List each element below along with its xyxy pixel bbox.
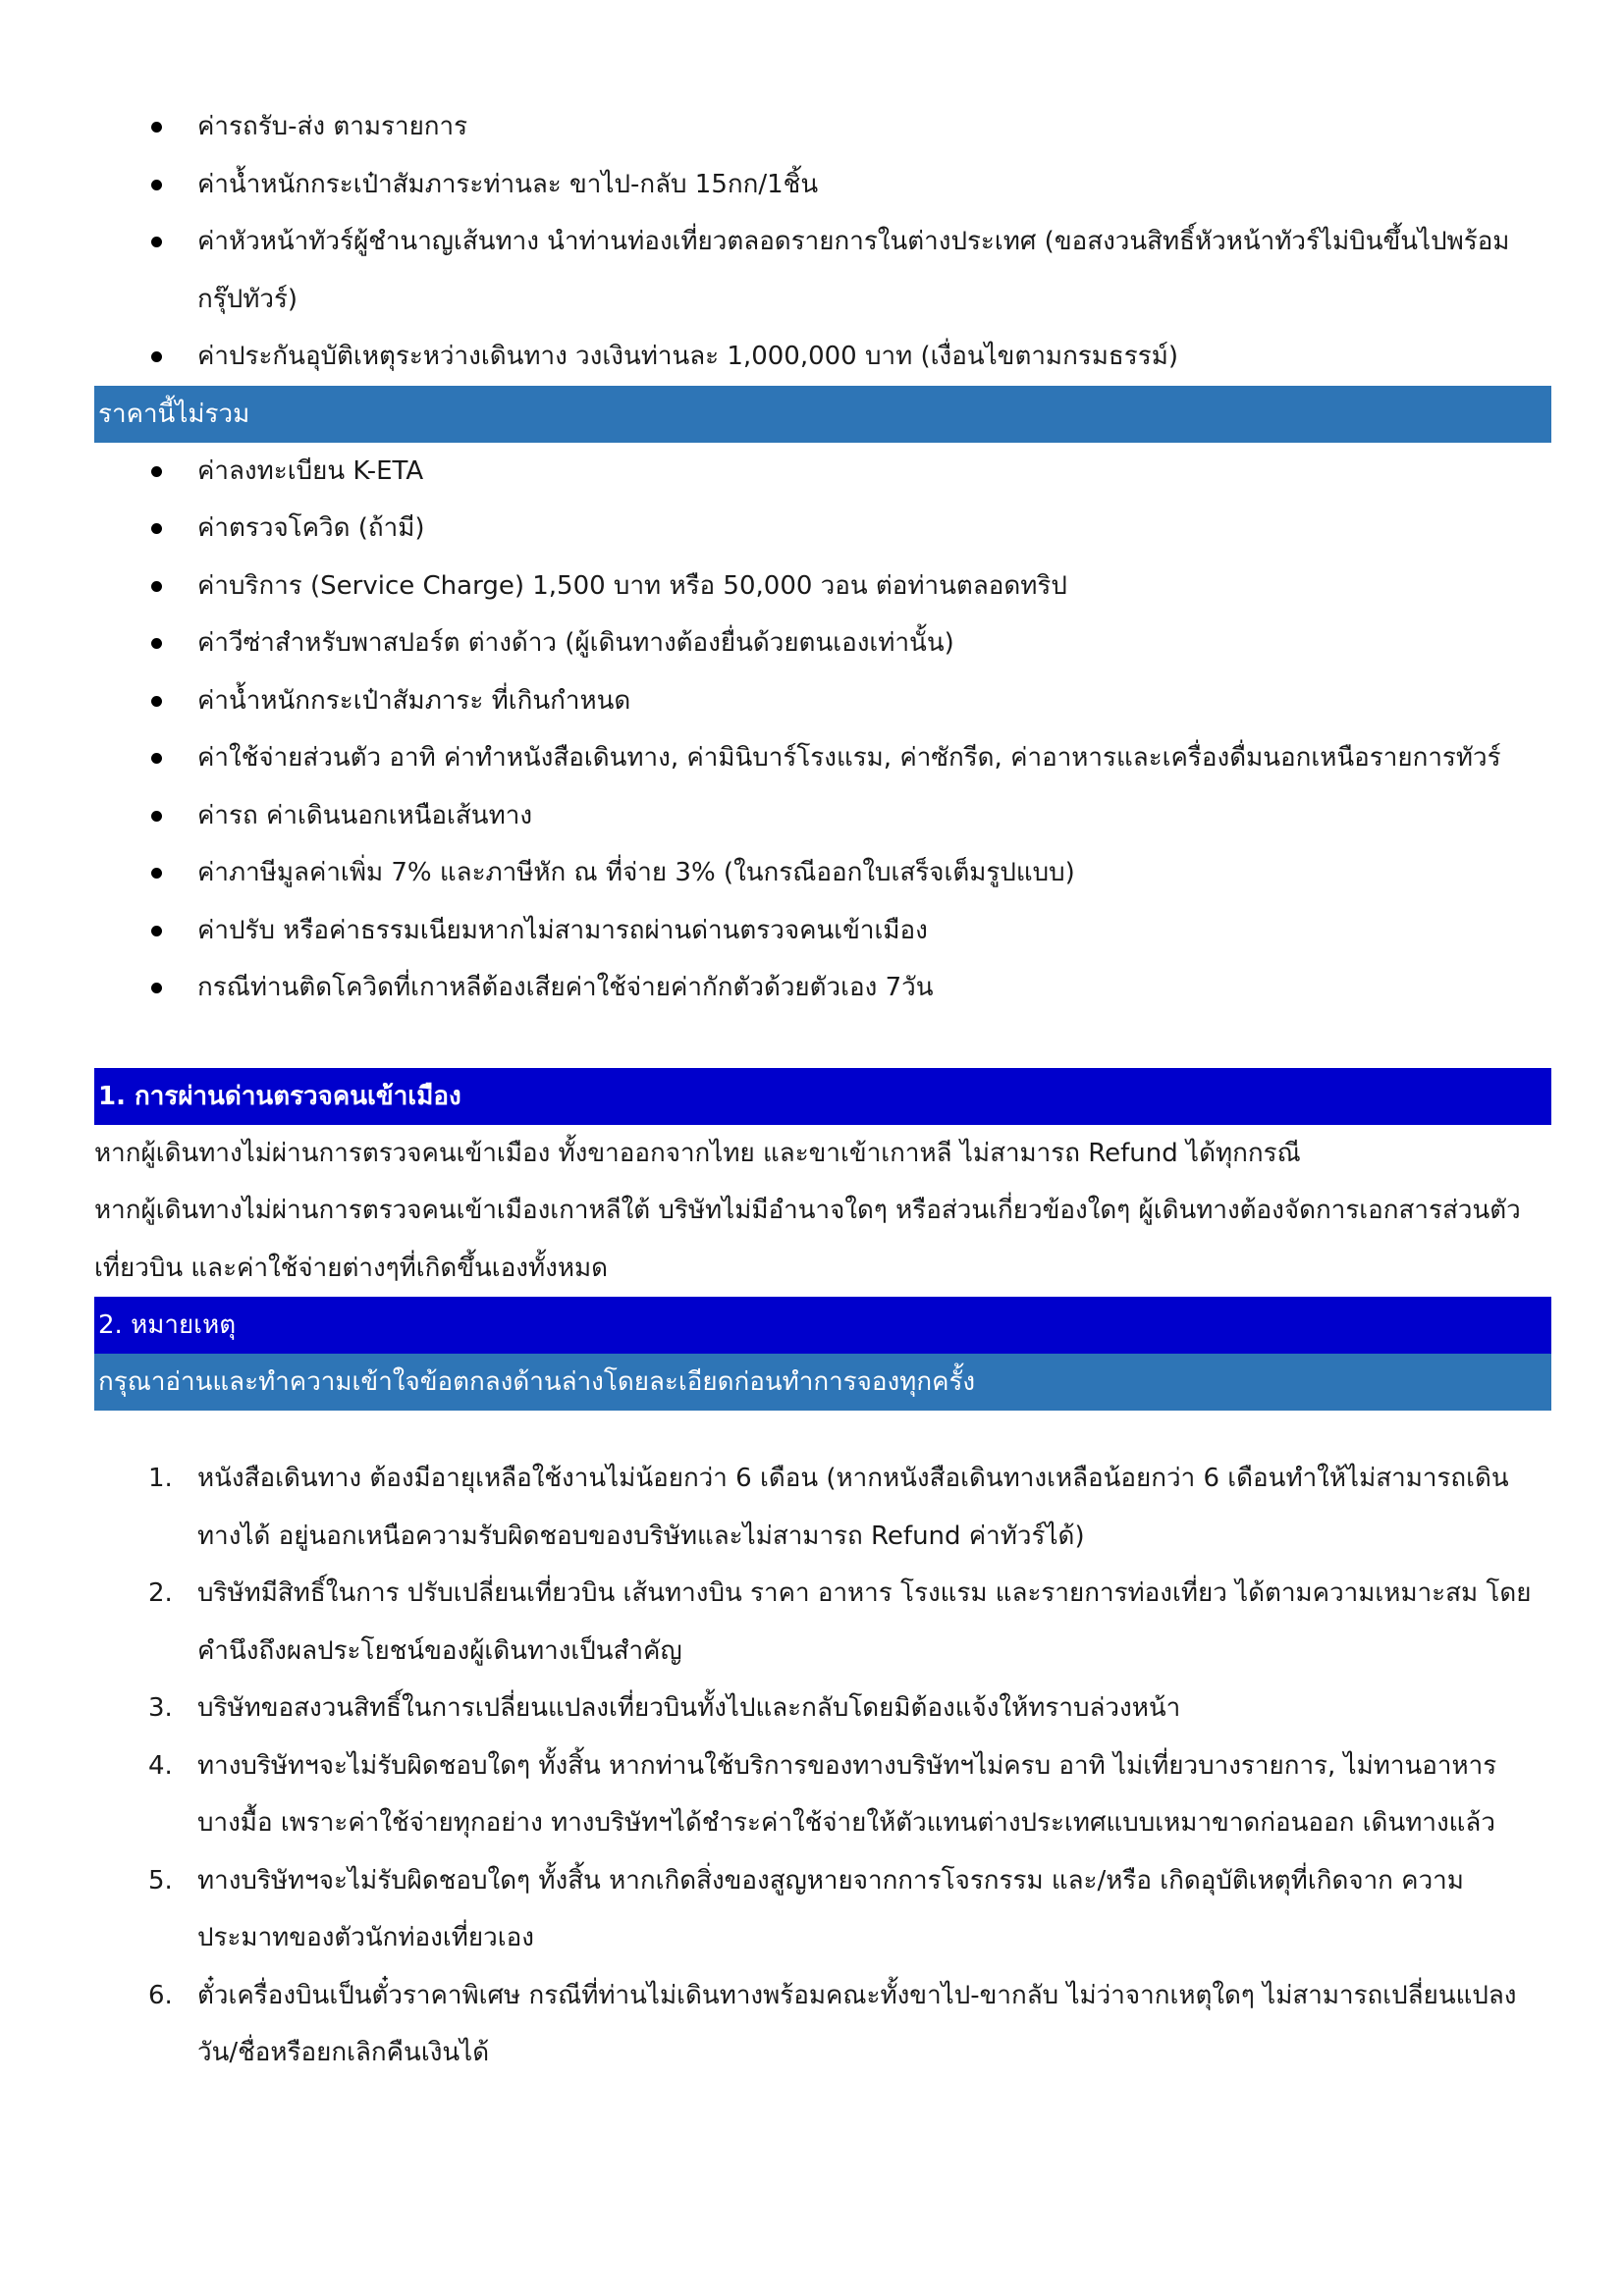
bullet-icon [151, 926, 162, 936]
spacer [94, 1411, 1551, 1450]
document-page [94, 98, 1551, 2082]
list-item-text: ค่าบริการ (Service Charge) 1,500 บาท หรือ 50,000 วอน ต่อท่านตลอดทริป [197, 570, 1067, 601]
bullet-icon [151, 753, 162, 764]
list-item-text: ค่าน้ำหนักกระเป๋าสัมภาระ ที่เกินกำหนด [197, 685, 631, 716]
note-item [94, 1967, 1551, 2082]
list-item-text: ค่าลงทะเบียน K-ETA [197, 455, 424, 486]
bullet-icon [151, 868, 162, 879]
section1-heading: 1. การผ่านด่านตรวจคนเข้าเมือง [94, 1068, 1551, 1125]
section1-paragraph: หากผู้เดินทางไม่ผ่านการตรวจคนเข้าเมือง ทั้งขาออกจากไทย และขาเข้าเกาหลี ไม่สามารถ Refund ได้ทุกกรณี [94, 1138, 1301, 1168]
section1-paragraph: หากผู้เดินทางไม่ผ่านการตรวจคนเข้าเมืองเกาหลีใต้ บริษัทไม่มีอำนาจใดๆ หรือส่วนเกี่ยวข้องใดๆ ผู้เดินทางต้องจัดการเอกสารส่วนตัว เที่ยวบิน และค่าใช้จ่ายต่างๆที่เกิดขึ้นเองทั้งหมด [94, 1196, 1521, 1283]
spacer [94, 1017, 1551, 1068]
list-item [94, 787, 1551, 845]
note-number: 4. [148, 1750, 173, 1781]
bullet-icon [151, 696, 162, 707]
list-item [94, 844, 1551, 902]
list-item-text: ค่ารถ ค่าเดินนอกเหนือเส้นทาง [197, 800, 533, 830]
note-text: ทางบริษัทฯจะไม่รับผิดชอบใดๆ ทั้งสิ้น หากเกิดสิ่งของสูญหายจากการโจรกรรม และ/หรือ เกิดอุบัติเหตุที่เกิดจาก ความประมาทของตัวนักท่องเที่ยวเอง [197, 1865, 1464, 1952]
list-item [94, 959, 1551, 1017]
list-item-text: ค่าวีซ่าสำหรับพาสปอร์ต ต่างด้าว (ผู้เดินทางต้องยื่นด้วยตนเองเท่านั้น) [197, 628, 954, 658]
note-item [94, 1565, 1551, 1680]
note-number: 2. [148, 1578, 173, 1608]
list-item [94, 328, 1551, 386]
note-item [94, 1450, 1551, 1565]
bullet-icon [151, 122, 162, 133]
notes-list [94, 1450, 1551, 2082]
bullet-icon [151, 523, 162, 534]
list-item [94, 614, 1551, 672]
excluded-heading: ราคานี้ไม่รวม [94, 386, 1551, 443]
bullet-icon [151, 811, 162, 822]
list-item-text: ค่าน้ำหนักกระเป๋าสัมภาระท่านละ ขาไป-กลับ 15กก/1ชิ้น [197, 169, 819, 199]
note-item [94, 1852, 1551, 1967]
note-text: ตั๋วเครื่องบินเป็นตั๋วราคาพิเศษ กรณีที่ท่านไม่เดินทางพร้อมคณะทั้งขาไป-ขากลับ ไม่ว่าจากเหตุใดๆ ไม่สามารถเปลี่ยนแปลงวัน/ชื่อหรือยกเลิกคืนเงินได้ [197, 1980, 1517, 2067]
note-number: 3. [148, 1693, 173, 1723]
note-number: 6. [148, 1980, 173, 2010]
list-item [94, 500, 1551, 558]
note-text: บริษัทมีสิทธิ์ในการ ปรับเปลี่ยนเที่ยวบิน เส้นทางบิน ราคา อาหาร โรงแรม และรายการท่องเที่ยว ได้ตามความเหมาะสม โดยคำนึงถึงผลประโยชน์ของผู้เดินทางเป็นสำคัญ [197, 1578, 1532, 1666]
bullet-icon [151, 638, 162, 649]
list-item [94, 558, 1551, 615]
list-item [94, 156, 1551, 214]
bullet-icon [151, 237, 162, 247]
bullet-icon [151, 581, 162, 592]
list-item [94, 672, 1551, 730]
bullet-icon [151, 983, 162, 993]
list-item [94, 98, 1551, 156]
note-number: 1. [148, 1464, 173, 1493]
list-item-text: ค่าประกันอุบัติเหตุระหว่างเดินทาง วงเงินท่านละ 1,000,000 บาท (เงื่อนไขตามกรมธรรม์) [197, 342, 1178, 371]
list-item-text: ค่าปรับ หรือค่าธรรมเนียมหากไม่สามารถผ่านด่านตรวจคนเข้าเมือง [197, 915, 928, 945]
note-number: 5. [148, 1865, 173, 1896]
list-item [94, 902, 1551, 960]
list-item-text: ค่าหัวหน้าทัวร์ผู้ชำนาญเส้นทาง นำท่านท่องเที่ยวตลอดรายการในต่างประเทศ (ขอสงวนสิทธิ์หัวหน้าทัวร์ไม่บินขึ้นไปพร้อมกรุ๊ปทัวร์) [197, 227, 1510, 314]
bullet-icon [151, 466, 162, 477]
included-items-list [94, 98, 1551, 386]
bullet-icon [151, 351, 162, 362]
note-text: หนังสือเดินทาง ต้องมีอายุเหลือใช้งานไม่น้อยกว่า 6 เดือน (หากหนังสือเดินทางเหลือน้อยกว่า 6 เดือนทำให้ไม่สามารถเดินทางได้ อยู่นอกเหนือความรับผิดชอบของบริษัทและไม่สามารถ Refund ค่าทัวร์ได้) [197, 1464, 1509, 1551]
list-item-text: ค่าตรวจโควิด (ถ้ามี) [197, 513, 425, 543]
bullet-icon [151, 180, 162, 190]
list-item [94, 443, 1551, 501]
list-item-text: ค่าภาษีมูลค่าเพิ่ม 7% และภาษีหัก ณ ที่จ่าย 3% (ในกรณีออกใบเสร็จเต็มรูปแบบ) [197, 858, 1075, 887]
list-item-text: ค่ารถรับ-ส่ง ตามรายการ [197, 112, 468, 141]
list-item [94, 729, 1551, 787]
note-item [94, 1680, 1551, 1737]
section2-heading: 2. หมายเหตุ [94, 1297, 1551, 1354]
excluded-items-list [94, 443, 1551, 1017]
note-text: บริษัทขอสงวนสิทธิ์ในการเปลี่ยนแปลงเที่ยวบินทั้งไปและกลับโดยมิต้องแจ้งให้ทราบล่วงหน้า [197, 1693, 1181, 1723]
section2-subheading: กรุณาอ่านและทำความเข้าใจข้อตกลงด้านล่างโดยละเอียดก่อนทำการจองทุกครั้ง [94, 1354, 1551, 1411]
list-item [94, 213, 1551, 328]
note-item [94, 1737, 1551, 1852]
list-item-text: กรณีท่านติดโควิดที่เกาหลีต้องเสียค่าใช้จ่ายค่ากักตัวด้วยตัวเอง 7วัน [197, 973, 934, 1002]
list-item-text: ค่าใช้จ่ายส่วนตัว อาทิ ค่าทำหนังสือเดินทาง, ค่ามินิบาร์โรงแรม, ค่าซักรีด, ค่าอาหารและเครื่องดื่มนอกเหนือรายการทัวร์ [197, 743, 1501, 773]
note-text: ทางบริษัทฯจะไม่รับผิดชอบใดๆ ทั้งสิ้น หากท่านใช้บริการของทางบริษัทฯไม่ครบ อาทิ ไม่เที่ยวบางรายการ, ไม่ทานอาหารบางมื้อ เพราะค่าใช้จ่ายทุกอย่าง ทางบริษัทฯได้ชำระค่าใช้จ่ายให้ตัวแทนต่างประเทศแบบเหมาขาดก่อนออก เดินทางแล้ว [197, 1750, 1497, 1838]
